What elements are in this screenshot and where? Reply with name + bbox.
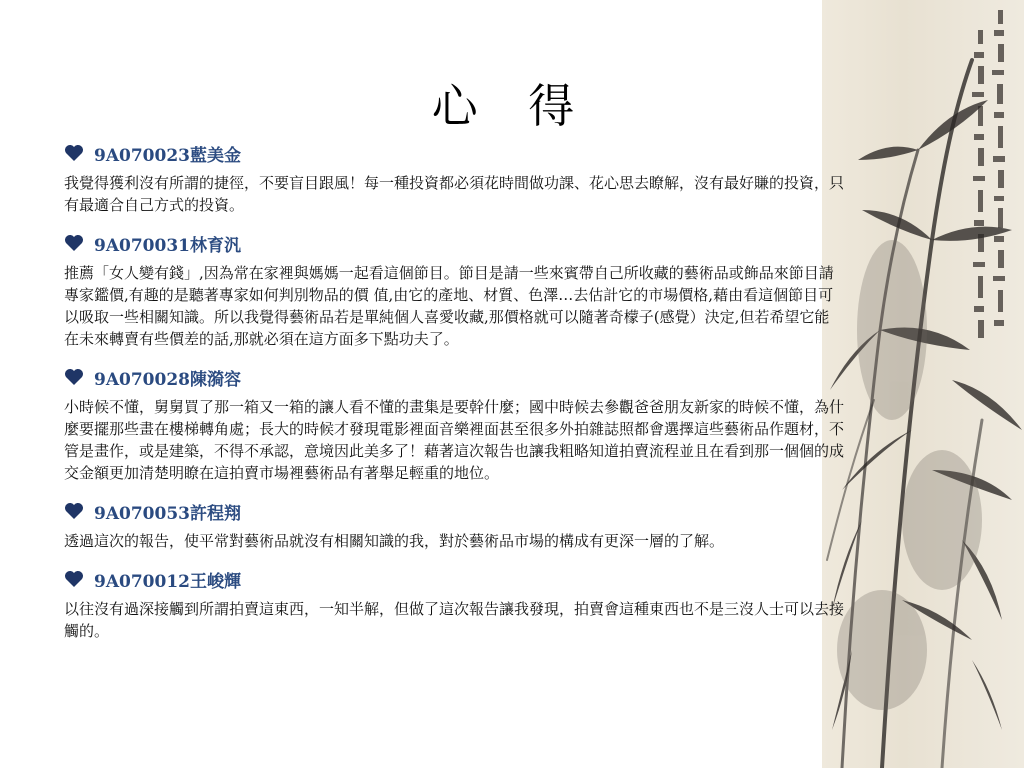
list-item: [64, 566, 844, 642]
entry-text: 透過這次的報告，使平常對藝術品就沒有相關知識的我，對於藝術品市場的構成有更深一層的了解。: [64, 532, 725, 550]
heart-icon: [64, 502, 84, 520]
reflection-list: [64, 140, 844, 656]
student-name: 9A070031林育汎: [94, 235, 241, 256]
entry-header: [64, 364, 844, 390]
entry-text: 推薦「女人變有錢」,因為常在家裡與媽媽一起看這個節目。節目是請一些來賓帶自己所收藏的藝術品或飾品來節目請專家鑑價,有趣的是聽著專家如何判別物品的價 值,由它的產地、材質、色澤…去估計它的市場價格,藉由看這個節目可以吸取一些相關知識。所以我覺得藝術品若是單純個人喜愛收藏,那價格就可以隨著奇檬子(感覺）決定,但若希望它能在未來轉賣有些價差的話,那就必須在這方面多下點功夫了。: [64, 264, 834, 348]
entry-header: [64, 566, 844, 592]
list-item: [64, 140, 844, 216]
heart-icon: [64, 570, 84, 588]
student-name: 9A070012王峻輝: [94, 571, 241, 592]
heart-icon: [64, 144, 84, 162]
slide-title: 心 得: [431, 79, 593, 133]
list-item: [64, 498, 844, 552]
entry-text: 小時候不懂，舅舅買了那一箱又一箱的讓人看不懂的畫集是要幹什麼；國中時候去參觀爸爸朋友新家的時候不懂，為什麼要擺那些畫在樓梯轉角處；長大的時候才發現電影裡面音樂裡面甚至很多外拍雜誌照都會選擇這些藝術品作題材，不管是畫作，或是建築，不得不承認，意境因此美多了！藉著這次報告也讓我粗略知道拍賣流程並且在看到那一個個的成交金額更加清楚明瞭在這拍賣市場裡藝術品有著舉足輕重的地位。: [64, 398, 845, 482]
entry-text: 以往沒有過深接觸到所謂拍賣這東西，一知半解，但做了這次報告讓我發現，拍賣會這種東西也不是三沒人士可以去接觸的。: [64, 600, 845, 640]
student-name: 9A070028陳漪容: [94, 369, 241, 390]
heart-icon: [64, 234, 84, 252]
heart-icon: [64, 368, 84, 386]
entry-text: 我覺得獲利沒有所謂的捷徑，不要盲目跟風！每一種投資都必須花時間做功課、花心思去瞭解，沒有最好賺的投資，只有最適合自己方式的投資。: [64, 174, 845, 214]
entry-header: [64, 230, 844, 256]
entry-header: [64, 498, 844, 524]
entry-header: [64, 140, 844, 166]
list-item: [64, 230, 844, 350]
student-name: 9A070023藍美金: [94, 145, 241, 166]
student-name: 9A070053許程翔: [94, 503, 241, 524]
list-item: [64, 364, 844, 484]
